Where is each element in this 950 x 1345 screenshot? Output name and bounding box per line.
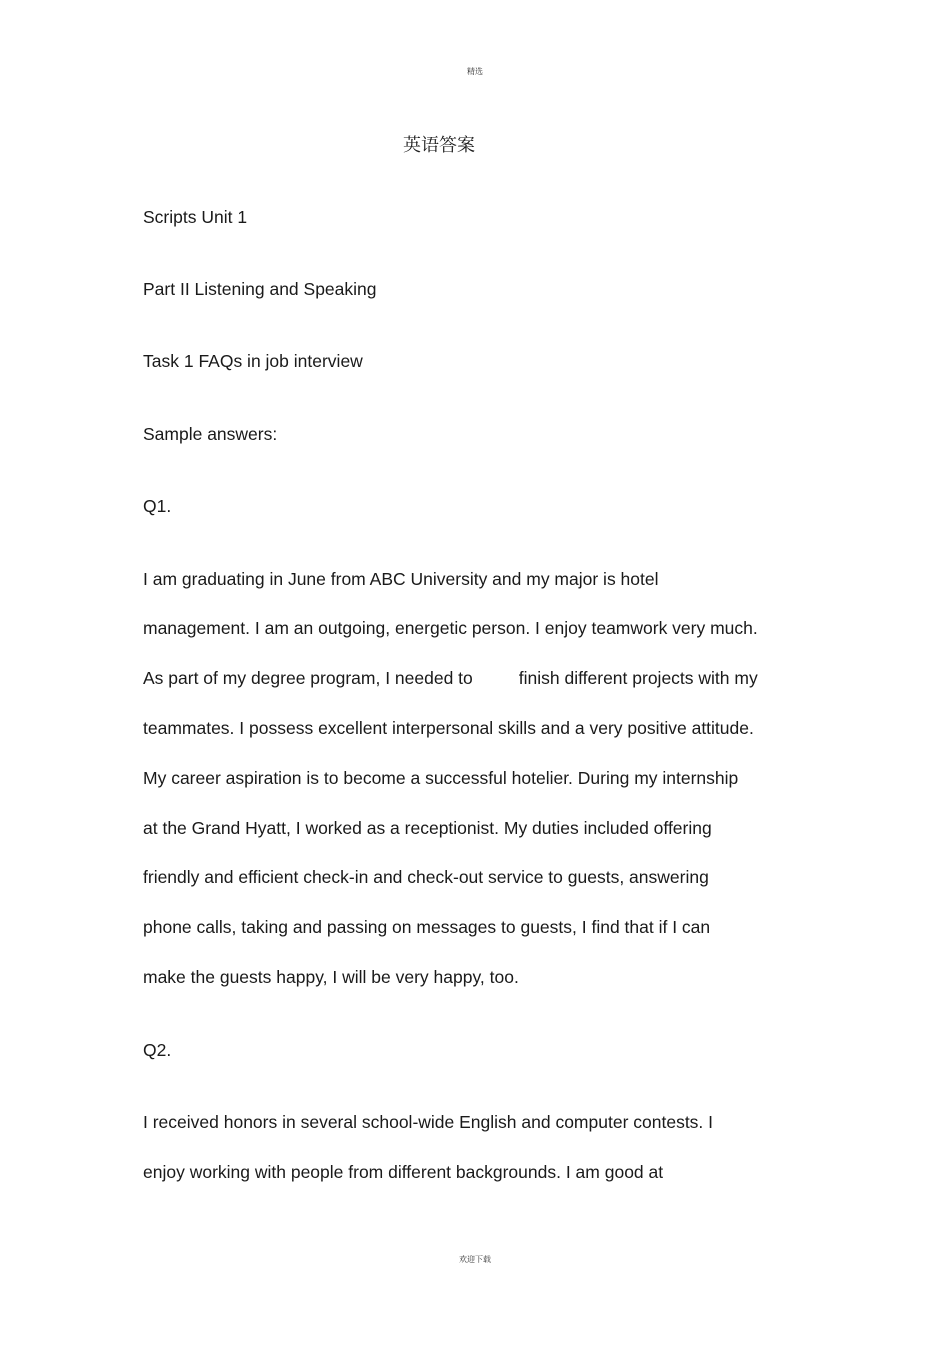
q1-line: phone calls, taking and passing on messages to guests, I find that if I can bbox=[143, 917, 711, 937]
sample-answers-heading: Sample answers: bbox=[143, 424, 278, 444]
document-title: 英语答案 bbox=[403, 135, 475, 156]
q2-line: I received honors in several school-wide English and computer contests. I bbox=[143, 1112, 714, 1132]
scripts-heading: Scripts Unit 1 bbox=[143, 207, 248, 227]
q2-line: enjoy working with people from different backgrounds. I am good at bbox=[143, 1162, 664, 1182]
part-heading: Part II Listening and Speaking bbox=[143, 279, 377, 299]
q1-line-part: finish different projects with my bbox=[518, 668, 758, 688]
q1-line bbox=[143, 667, 758, 689]
q1-line: I am graduating in June from ABC University and my major is hotel bbox=[143, 569, 659, 589]
q1-line: make the guests happy, I will be very happy, too. bbox=[143, 967, 519, 987]
q1-line: teammates. I possess excellent interpersonal skills and a very positive attitude. bbox=[143, 718, 754, 738]
q1-line-part: As part of my degree program, I needed to bbox=[143, 668, 473, 688]
q1-label: Q1. bbox=[143, 496, 172, 516]
task-heading: Task 1 FAQs in job interview bbox=[143, 351, 363, 371]
q1-line: at the Grand Hyatt, I worked as a receptionist. My duties included offering bbox=[143, 818, 712, 838]
footer-watermark: 欢迎下载 bbox=[459, 1255, 491, 1264]
q1-line: management. I am an outgoing, energetic person. I enjoy teamwork very much. bbox=[143, 618, 758, 638]
header-watermark: 精选 bbox=[467, 67, 483, 76]
q2-label: Q2. bbox=[143, 1040, 172, 1060]
q1-line: My career aspiration is to become a successful hotelier. During my internship bbox=[143, 768, 739, 788]
q1-line: friendly and efficient check-in and check-out service to guests, answering bbox=[143, 867, 709, 887]
